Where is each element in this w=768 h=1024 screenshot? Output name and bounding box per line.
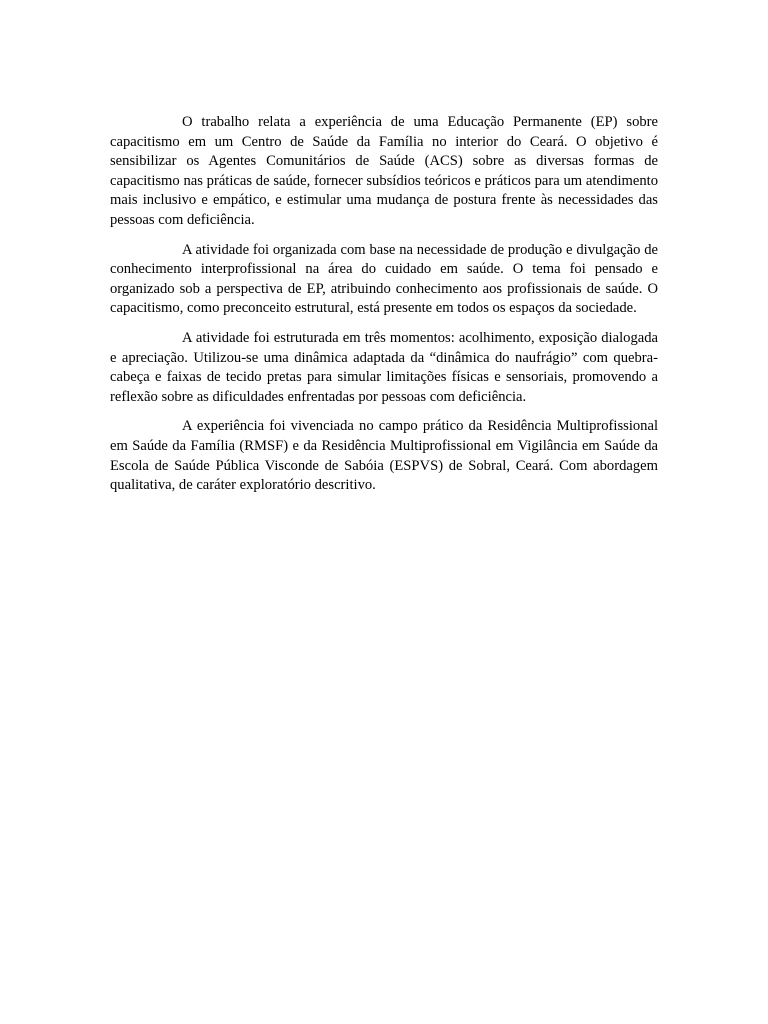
paragraph-3: A atividade foi estruturada em três momentos: acolhimento, exposição dialogada e apreciação. Utilizou-se uma dinâmica adaptada da “dinâmica do naufrágio” com quebra-cabeça e faixas de tecido pretas para simular limitações físicas e sensoriais, promovendo a reflexão sobre as dificuldades enfrentadas por pessoas com deficiência. <box>110 329 658 405</box>
document-body <box>110 113 658 506</box>
paragraph-1: O trabalho relata a experiência de uma Educação Permanente (EP) sobre capacitismo em um Centro de Saúde da Família no interior do Ceará. O objetivo é sensibilizar os Agentes Comunitários de Saúde (ACS) sobre as diversas formas de capacitismo nas práticas de saúde, fornecer subsídios teóricos e práticos para um atendimento mais inclusivo e empático, e estimular uma mudança de postura frente às necessidades das pessoas com deficiência. <box>110 114 658 228</box>
paragraph-4: A experiência foi vivenciada no campo prático da Residência Multiprofissional em Saúde da Família (RMSF) e da Residência Multiprofissional em Vigilância em Saúde da Escola de Saúde Pública Visconde de Sabóia (ESPVS) de Sobral, Ceará. Com abordagem qualitativa, de caráter exploratório descritivo. <box>110 418 658 494</box>
paragraph-2: A atividade foi organizada com base na necessidade de produção e divulgação de conhecimento interprofissional na área do cuidado em saúde. O tema foi pensado e organizado sob a perspectiva de EP, atribuindo conhecimento aos profissionais de saúde. O capacitismo, como preconceito estrutural, está presente em todos os espaços da sociedade. <box>110 241 658 317</box>
